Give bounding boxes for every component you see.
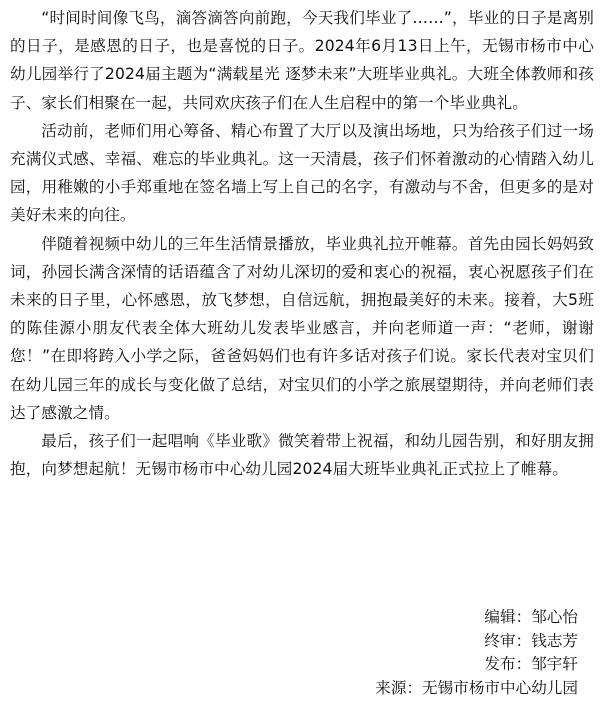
article-credits [375, 606, 578, 700]
article-body [10, 4, 594, 483]
article-paragraph-2: 活动前，老师们用心筹备、精心布置了大厅以及演出场地，只为给孩子们过一场充满仪式感、幸福、难忘的毕业典礼。这一天清晨，孩子们怀着激动的心情踏入幼儿园，用稚嫩的小手郑重地在签名墙上写上自己的名字，有激动与不舍，但更多的是对美好未来的向往。 [10, 121, 594, 225]
article-paragraph-3: 伴随着视频中幼儿的三年生活情景播放，毕业典礼拉开帷幕。首先由园长妈妈致词，孙园长满含深情的话语蕴含了对幼儿深切的爱和衷心的祝福，衷心祝愿孩子们在未来的日子里，心怀感恩，放飞梦想，自信远航，拥抱最美好的未来。接着，大5班的陈佳源小朋友代表全体大班幼儿发表毕业感言，并向老师道一声：“老师，谢谢您！”在即将跨入小学之际，爸爸妈妈们也有许多话对孩子们说。家长代表对宝贝们在幼儿园三年的成长与变化做了总结，对宝贝们的小学之旅展望期待，并向老师们表达了感激之情。 [10, 234, 594, 422]
article-paragraph-4: 最后，孩子们一起唱响《毕业歌》微笑着带上祝福，和幼儿园告别，和好朋友拥抱，向梦想起航！无锡市杨市中心幼儿园2024届大班毕业典礼正式拉上了帷幕。 [10, 432, 594, 479]
credit-final-review: 终审：钱志芳 [484, 631, 578, 650]
credit-source: 来源：无锡市杨市中心幼儿园 [375, 678, 578, 697]
article-paragraph-1: “时间时间像飞鸟，滴答滴答向前跑，今天我们毕业了……”，毕业的日子是离别的日子，是感恩的日子，也是喜悦的日子。2024年6月13日上午，无锡市杨市中心幼儿园举行了2024届主题为“满载星光 逐梦未来”大班毕业典礼。大班全体教师和孩子、家长们相聚在一起，共同欢庆孩子们在人生启程中的第一个毕业典礼。 [10, 9, 594, 112]
credit-publisher: 发布：邹宇轩 [484, 655, 578, 673]
credit-editor: 编辑：邹心怡 [484, 608, 578, 626]
